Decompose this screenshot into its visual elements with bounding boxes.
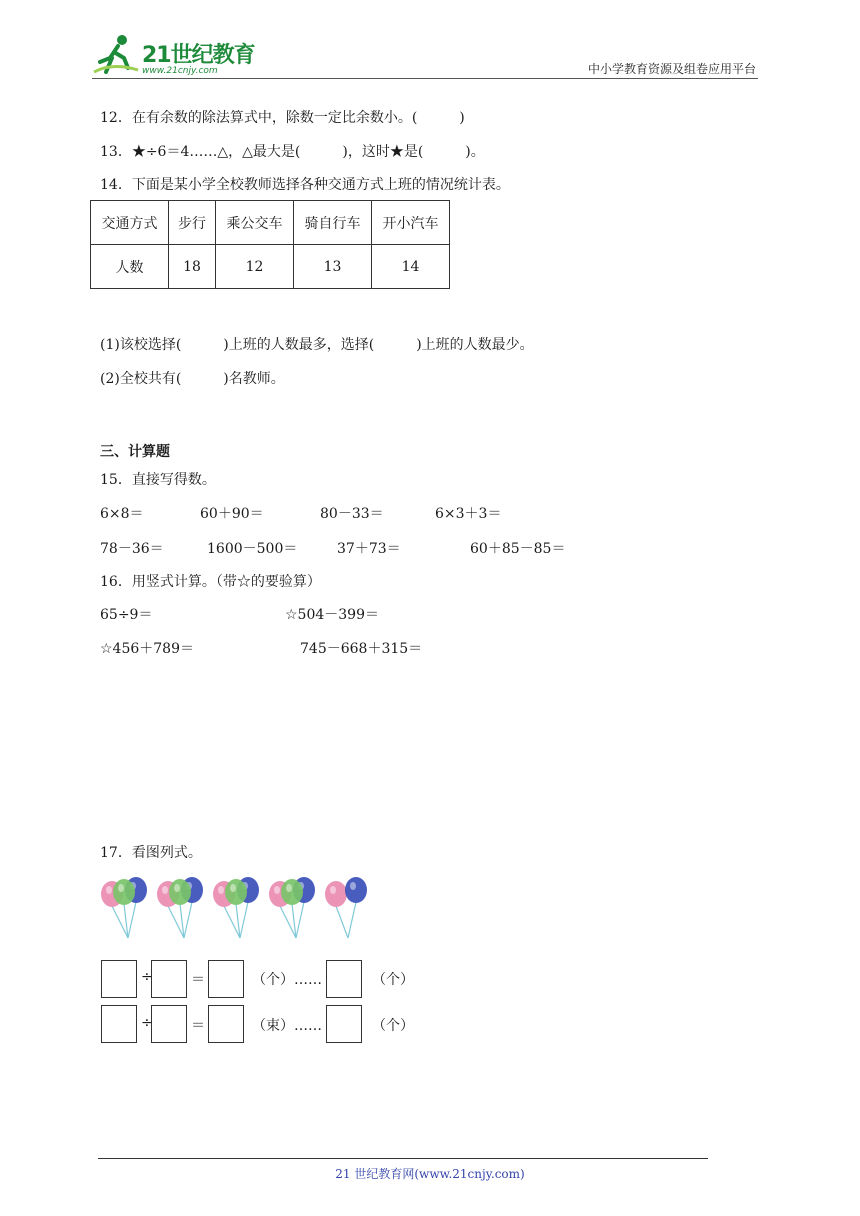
balloon	[225, 879, 247, 905]
answer-box[interactable]	[326, 960, 362, 998]
table-cell: 18	[169, 245, 216, 289]
arith-item: 6×3＋3＝	[435, 506, 502, 522]
table-cell: 乘公交车	[216, 201, 294, 245]
question-13: 13．★÷6＝4……△，△最大是( )，这时★是( )。	[100, 144, 485, 160]
question-14-sub1: (1)该校选择( )上班的人数最多，选择( )上班的人数最少。	[100, 337, 534, 353]
header-tagline: 中小学教育资源及组卷应用平台	[587, 62, 756, 76]
vertical-calc-item: 65÷9＝	[100, 607, 153, 623]
vertical-calc-item: ☆504－399＝	[285, 607, 379, 623]
footer-link[interactable]: 21 世纪教育网(www.21cnjy.com)	[335, 1167, 525, 1181]
answer-box[interactable]	[208, 960, 244, 998]
answer-box[interactable]	[151, 1005, 187, 1043]
balloon-bunch	[213, 877, 259, 938]
arith-item: 60＋85－85＝	[470, 541, 566, 557]
arith-item: 60＋90＝	[200, 506, 264, 522]
balloon-bunch	[101, 877, 147, 938]
unit-label: （个）	[372, 1018, 414, 1034]
division-sign: ÷	[141, 969, 153, 985]
table-row	[91, 245, 450, 289]
unit-label: （个）……	[252, 972, 322, 988]
balloon	[113, 879, 135, 905]
table-cell: 交通方式	[91, 201, 169, 245]
equals-sign: ＝	[191, 1018, 205, 1034]
vertical-calc-item: ☆456＋789＝	[100, 641, 194, 657]
question-17-title: 17．看图列式。	[100, 845, 202, 861]
balloon	[281, 879, 303, 905]
header-divider	[92, 78, 758, 79]
table-cell: 12	[216, 245, 294, 289]
question-16-title: 16．用竖式计算。（带☆的要验算）	[100, 574, 321, 590]
footer-divider	[98, 1158, 708, 1159]
table-cell: 步行	[169, 201, 216, 245]
balloon-bunch	[157, 877, 203, 938]
answer-box[interactable]	[208, 1005, 244, 1043]
transport-stats-table	[90, 200, 450, 289]
balloon	[325, 881, 347, 907]
brand-url: www.21cnjy.com	[142, 66, 218, 76]
question-15-title: 15．直接写得数。	[100, 472, 216, 488]
equals-sign: ＝	[191, 972, 205, 988]
arith-item: 6×8＝	[100, 506, 144, 522]
table-cell: 14	[372, 245, 450, 289]
question-14-title: 14．下面是某小学全校教师选择各种交通方式上班的情况统计表。	[100, 177, 510, 193]
balloon-bunch	[325, 877, 367, 938]
table-cell: 人数	[91, 245, 169, 289]
division-sign: ÷	[141, 1015, 153, 1031]
arith-item: 80－33＝	[320, 506, 384, 522]
balloon	[345, 877, 367, 903]
table-cell: 开小汽车	[372, 201, 450, 245]
vertical-calc-item: 745－668＋315＝	[300, 641, 423, 657]
question-12: 12．在有余数的除法算式中，除数一定比余数小。( )	[100, 110, 465, 126]
answer-box[interactable]	[101, 1005, 137, 1043]
arith-item: 78－36＝	[100, 541, 164, 557]
section-heading: 三、计算题	[100, 444, 170, 460]
site-logo	[92, 32, 272, 80]
table-header-row	[91, 201, 450, 245]
running-man-icon	[92, 32, 140, 78]
arith-item: 1600－500＝	[207, 541, 298, 557]
arith-item: 37＋73＝	[337, 541, 401, 557]
table-cell: 13	[294, 245, 372, 289]
unit-label: （束）……	[252, 1018, 322, 1034]
question-14-sub2: (2)全校共有( )名教师。	[100, 371, 285, 387]
balloon	[169, 879, 191, 905]
brand-name: 21世纪教育	[142, 43, 255, 68]
table-cell: 骑自行车	[294, 201, 372, 245]
balloons-figure	[100, 872, 390, 944]
balloon-bunch	[269, 877, 315, 938]
answer-box[interactable]	[326, 1005, 362, 1043]
unit-label: （个）	[372, 972, 414, 988]
answer-box[interactable]	[101, 960, 137, 998]
answer-box[interactable]	[151, 960, 187, 998]
